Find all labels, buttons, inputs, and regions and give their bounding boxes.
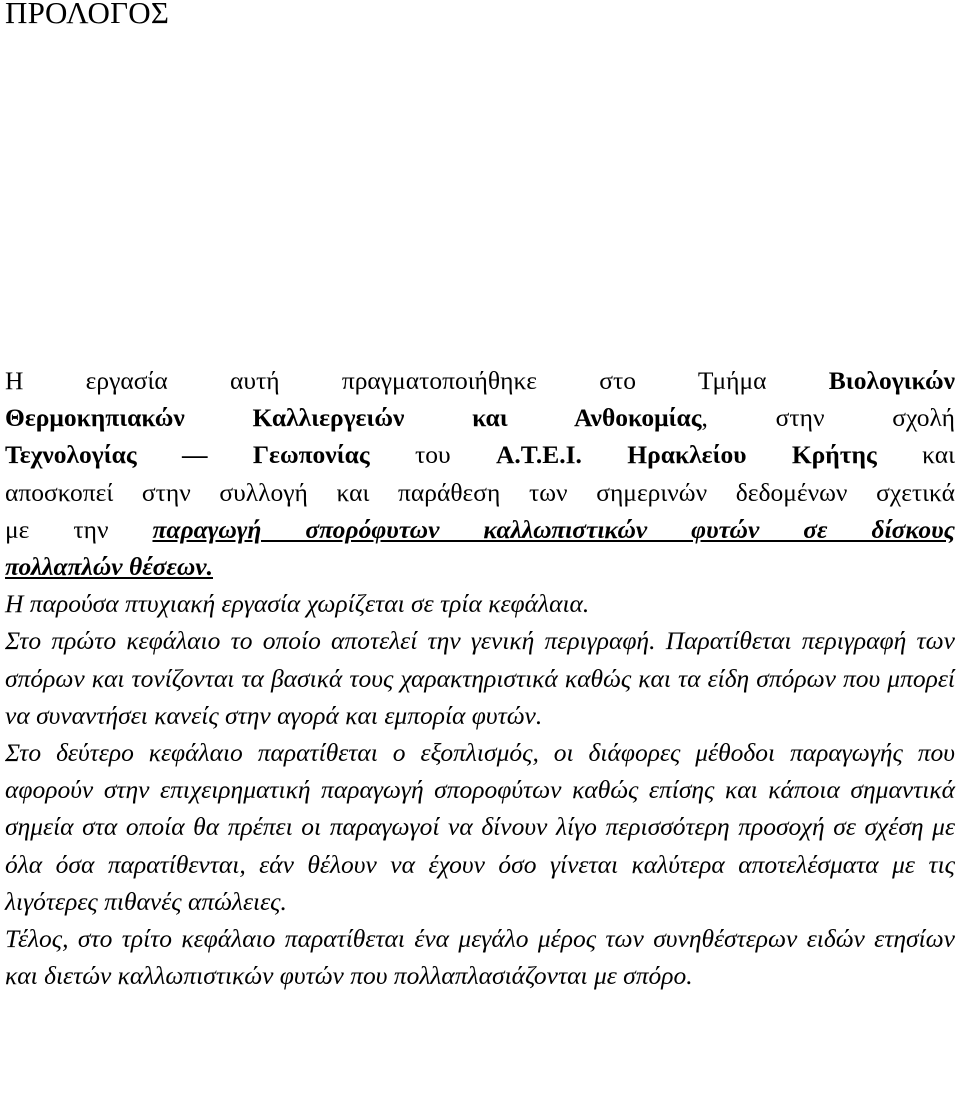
- intro-text: και: [876, 440, 955, 470]
- page-title: ΠΡΟΛΟΓΟΣ: [5, 0, 170, 30]
- chapter-2-paragraph: Στο δεύτερο κεφάλαιο παρατίθεται ο εξοπλισμός, οι διάφορες μέθοδοι παραγωγής που αφορούν στην επιχειρηματική παραγωγή σποροφύτων καθώς επίσης και κάποια σημαντικά σημεία στα οποία θα πρέπει οι παραγωγοί να δίνουν λίγο περισσότερη προσοχή σε σχέση με όλα όσα παρατίθενται, εάν θέλουν να έχουν όσο γίνεται καλύτερα αποτελέσματα με τις λιγότερες πιθανές απώλειες.: [5, 738, 955, 916]
- department-name: Βιολογικών: [828, 366, 956, 395]
- thesis-topic-cont: πολλαπλών θέσεων.: [5, 552, 213, 582]
- intro-line-5: [5, 511, 955, 548]
- intro-paragraph: [5, 362, 955, 585]
- intro-text: Η εργασία αυτή πραγματοποιήθηκε στο Τμήμα: [5, 366, 767, 395]
- thesis-topic: παραγωγή σπορόφυτων καλλωπιστικών φυτών σε δίσκους: [152, 514, 955, 544]
- intro-text: με την: [5, 514, 153, 544]
- intro-line-3: [5, 436, 955, 473]
- intro-text: του: [369, 440, 496, 470]
- intro-line-6: [5, 548, 955, 585]
- intro-line-4: [5, 474, 955, 511]
- department-name-cont: Θερμοκηπιακών Καλλιεργειών και Ανθοκομίας: [5, 403, 702, 433]
- structure-paragraph: Η παρούσα πτυχιακή εργασία χωρίζεται σε τρία κεφάλαια.: [5, 589, 590, 619]
- intro-line-2: [5, 399, 955, 436]
- chapter-1-paragraph: Στο πρώτο κεφάλαιο το οποίο αποτελεί την γενική περιγραφή. Παρατίθεται περιγραφή των σπόρων και τονίζονται τα βασικά τους χαρακτηριστικά καθώς και τα είδη σπόρων που μπορεί να συναντήσει κανείς στην αγορά και εμπορία φυτών.: [5, 626, 955, 730]
- preface-body: [5, 362, 955, 994]
- intro-text: , στην σχολή: [701, 403, 955, 433]
- intro-line-1: [5, 362, 955, 399]
- institution-name: Α.Τ.Ε.Ι. Ηρακλείου Κρήτης: [495, 440, 877, 470]
- intro-text: αποσκοπεί στην συλλογή και παράθεση των σημερινών δεδομένων σχετικά: [5, 477, 955, 507]
- school-name: Τεχνολογίας — Γεωπονίας: [5, 440, 370, 470]
- chapter-3-paragraph: Τέλος, στο τρίτο κεφάλαιο παρατίθεται ένα μεγάλο μέρος των συνηθέστερων ειδών ετησίων και διετών καλλωπιστικών φυτών που πολλαπλασιάζονται με σπόρο.: [5, 924, 955, 991]
